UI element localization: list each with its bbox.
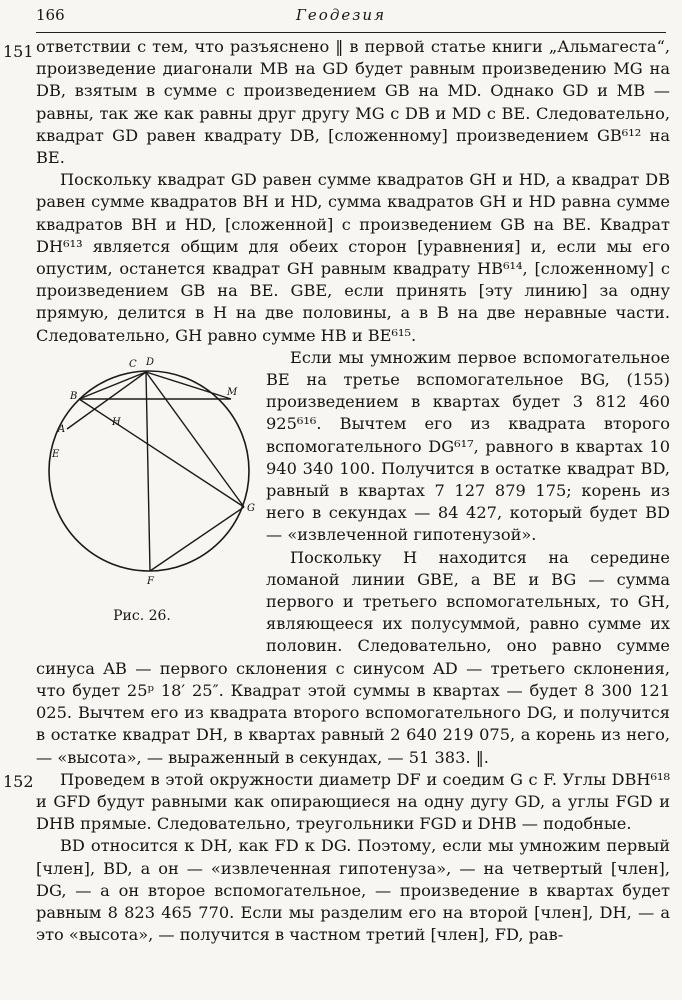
page-header — [0, 6, 682, 28]
paragraph-1: ответствии с тем, что разъяснено ‖ в первой статье книги „Альмагеста“, произведение диагонали MB на GD будет равным произведению MG на DB, взятым в сумме с произведением GB на MD. Однако GD и MB — равны, так же как равны друг другу MG с DB и MD с BE. Следовательно, квадрат GD равен квадрату DB, [сложенному] произведением GB⁶¹² на BE. — [36, 37, 670, 168]
paragraph-6: BD относится к DH, как FD к DG. Поэтому, если мы умножим первый [член], BD, а он — «извлеченная гипотенуза», — на четвертый [член], DG, — а он второе вспомогательное, — произведение в квартах будет равным 8 823 465 770. Если мы разделим его на второй [член], DH, — а это «высота», — получится в частном третий [член], FD, рав- — [36, 836, 670, 945]
svg-text:A: A — [58, 423, 66, 435]
svg-text:E: E — [52, 448, 60, 460]
header-rule — [36, 32, 666, 33]
figure-caption: Рис. 26. — [113, 607, 171, 624]
svg-text:G: G — [247, 502, 255, 514]
point-labels — [51, 357, 255, 587]
svg-text:C: C — [129, 358, 137, 370]
paragraph-4: Поскольку H находится на середине ломаной линии GBE, а BE и BG — сумма первого и третьего вспомогательных, то GH, являющееся их полусуммой, равно сумме их половин. Следовательно, оно равно сумме синуса AB — первого склонения с синусом AD — третьего склонения, что будет 25ᵖ 18′ 25″. Квадрат этой суммы в квартах — будет 8 300 121 025. Вычтем его из квадрата второго вспомогательного DG, и получится в остатке квадрат DH, в квартах равный 2 640 219 075, а корень из него, — «высота», — выраженный в секундах, — 51 383. ‖. — [36, 547, 670, 767]
svg-text:F: F — [147, 575, 154, 587]
paragraph-2: Поскольку квадрат GD равен сумме квадратов GH и HD, а квадрат DB равен сумме квадратов BH и HD, сумма квадратов GH и HD равна сумме квадратов BH и HD, [сложенной] с произведением GB на BE. Квадрат DH⁶¹³ является общим для обеих сторон [уравнения] и, если мы его опустим, останется квадрат GH равным квадрату HB⁶¹⁴, [сложенному] с произведением GB на BE. GBE, если принять [эту линию] за одну прямую, делится в H на две половины, а в B на две неравные части. Следовательно, GH равно сумме HB и BE⁶¹⁵. — [36, 170, 670, 345]
running-title: Геодезия — [296, 6, 386, 24]
circle-diagram — [34, 353, 254, 603]
svg-text:B: B — [70, 390, 78, 402]
page-body — [36, 36, 670, 946]
figure-26 — [26, 353, 258, 653]
svg-text:D: D — [146, 356, 155, 368]
margin-note-151: 151 — [3, 42, 34, 61]
page-number: 166 — [36, 6, 65, 24]
svg-text:H: H — [112, 416, 121, 428]
margin-note-152: 152 — [3, 772, 34, 791]
svg-text:M: M — [227, 386, 238, 398]
paragraph-5: Проведем в этой окружности диаметр DF и соедим G с F. Углы DBH⁶¹⁸ и GFD будут равными как опирающиеся на одну дугу GD, а углы FGD и DHB прямые. Следовательно, треугольники FGD и DHB — подобные. — [36, 769, 670, 834]
diagram-lines — [67, 372, 244, 571]
paragraph-3: Если мы умножим первое вспомогательное BE на третье вспомогательное BG, (155) произведением в квартах будет 3 812 460 925⁶¹⁶. Вычтем его из квадрата второго вспомогательного DG⁶¹⁷, равного в квартах 10 940 340 100. Получится в остатке квадрат BD, равный в квартах 7 127 879 175; корень из него в секундах — 84 427, который будет BD — «извлеченной гипотенузой». — [266, 347, 670, 545]
